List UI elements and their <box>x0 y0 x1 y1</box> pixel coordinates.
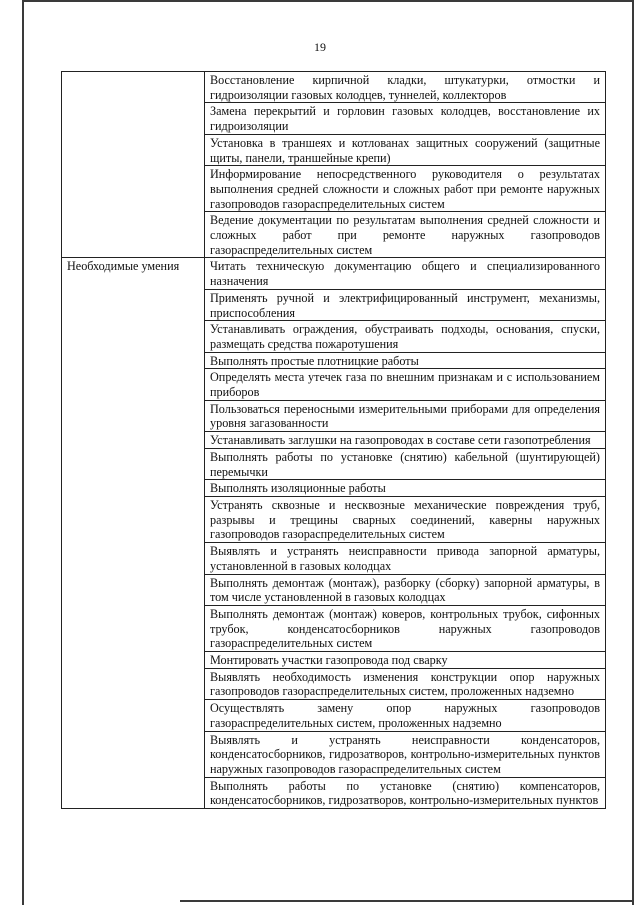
skill-cell: Устранять сквозные и несквозные механические повреждения труб, разрывы и трещины сварных соединений, каверны наружных газопроводов газораспределительных систем <box>205 496 606 542</box>
task-cell: Информирование непосредственного руководителя о результатах выполнения средней сложности и сложных работ при ремонте наружных газопроводов газораспределительных систем <box>205 166 606 212</box>
table-row <box>62 258 606 289</box>
skill-cell: Выполнять демонтаж (монтаж) коверов, контрольных трубок, сифонных трубок, конденсатосборников наружных газопроводов газораспределительных систем <box>205 605 606 651</box>
skill-cell: Устанавливать заглушки на газопроводах в составе сети газопотребления <box>205 432 606 449</box>
skill-cell: Устанавливать ограждения, обустраивать подходы, основания, спуски, размещать средства пожаротушения <box>205 321 606 352</box>
skill-cell: Выполнять работы по установке (снятию) компенсаторов, конденсатосборников, гидрозатворов, контрольно-измерительных пунктов <box>205 777 606 808</box>
task-cell: Установка в траншеях и котлованах защитных сооружений (защитные щиты, панели, траншейные крепи) <box>205 134 606 165</box>
skill-cell: Выполнять работы по установке (снятию) кабельной (шунтирующей) перемычки <box>205 448 606 479</box>
task-cell: Ведение документации по результатам выполнения средней сложности и сложных работ при ремонте наружных газопроводов газораспределительных систем <box>205 212 606 258</box>
skill-cell: Выявлять и устранять неисправности конденсаторов, конденсатосборников, гидрозатворов, контрольно-измерительных пунктов наружных газопроводов газораспределительных систем <box>205 731 606 777</box>
skill-cell: Выполнять демонтаж (монтаж), разборку (сборку) запорной арматуры, в том числе установленной в газовых колодцах <box>205 574 606 605</box>
skill-cell: Читать техническую документацию общего и специализированного назначения <box>205 258 606 289</box>
task-cell: Замена перекрытий и горловин газовых колодцев, восстановление их гидроизоляции <box>205 103 606 134</box>
scan-border-left <box>22 0 24 905</box>
skill-cell: Определять места утечек газа по внешним признакам и с использованием приборов <box>205 369 606 400</box>
skill-cell: Выявлять и устранять неисправности привода запорной арматуры, установленной в газовых колодцах <box>205 543 606 574</box>
skill-cell: Выполнять изоляционные работы <box>205 480 606 497</box>
scan-border-bottom <box>180 900 634 902</box>
requirements-table <box>61 71 606 809</box>
table-body <box>62 72 606 809</box>
skill-cell: Применять ручной и электрифицированный инструмент, механизмы, приспособления <box>205 289 606 320</box>
continued-section-label <box>62 72 205 258</box>
skill-cell: Монтировать участки газопровода под сварку <box>205 652 606 669</box>
table-row <box>62 72 606 103</box>
page-number: 19 <box>314 40 326 54</box>
task-cell: Восстановление кирпичной кладки, штукатурки, отмостки и гидроизоляции газовых колодцев, туннелей, коллекторов <box>205 72 606 103</box>
scan-border-top <box>22 0 634 2</box>
skill-cell: Пользоваться переносными измерительными приборами для определения уровня загазованности <box>205 400 606 431</box>
scan-border-right <box>632 0 634 905</box>
skills-label: Необходимые умения <box>62 258 205 809</box>
skill-cell: Осуществлять замену опор наружных газопроводов газораспределительных систем, проложенных надземно <box>205 700 606 731</box>
skill-cell: Выполнять простые плотницкие работы <box>205 352 606 369</box>
skill-cell: Выявлять необходимость изменения конструкции опор наружных газопроводов газораспределительных систем, проложенных надземно <box>205 668 606 699</box>
